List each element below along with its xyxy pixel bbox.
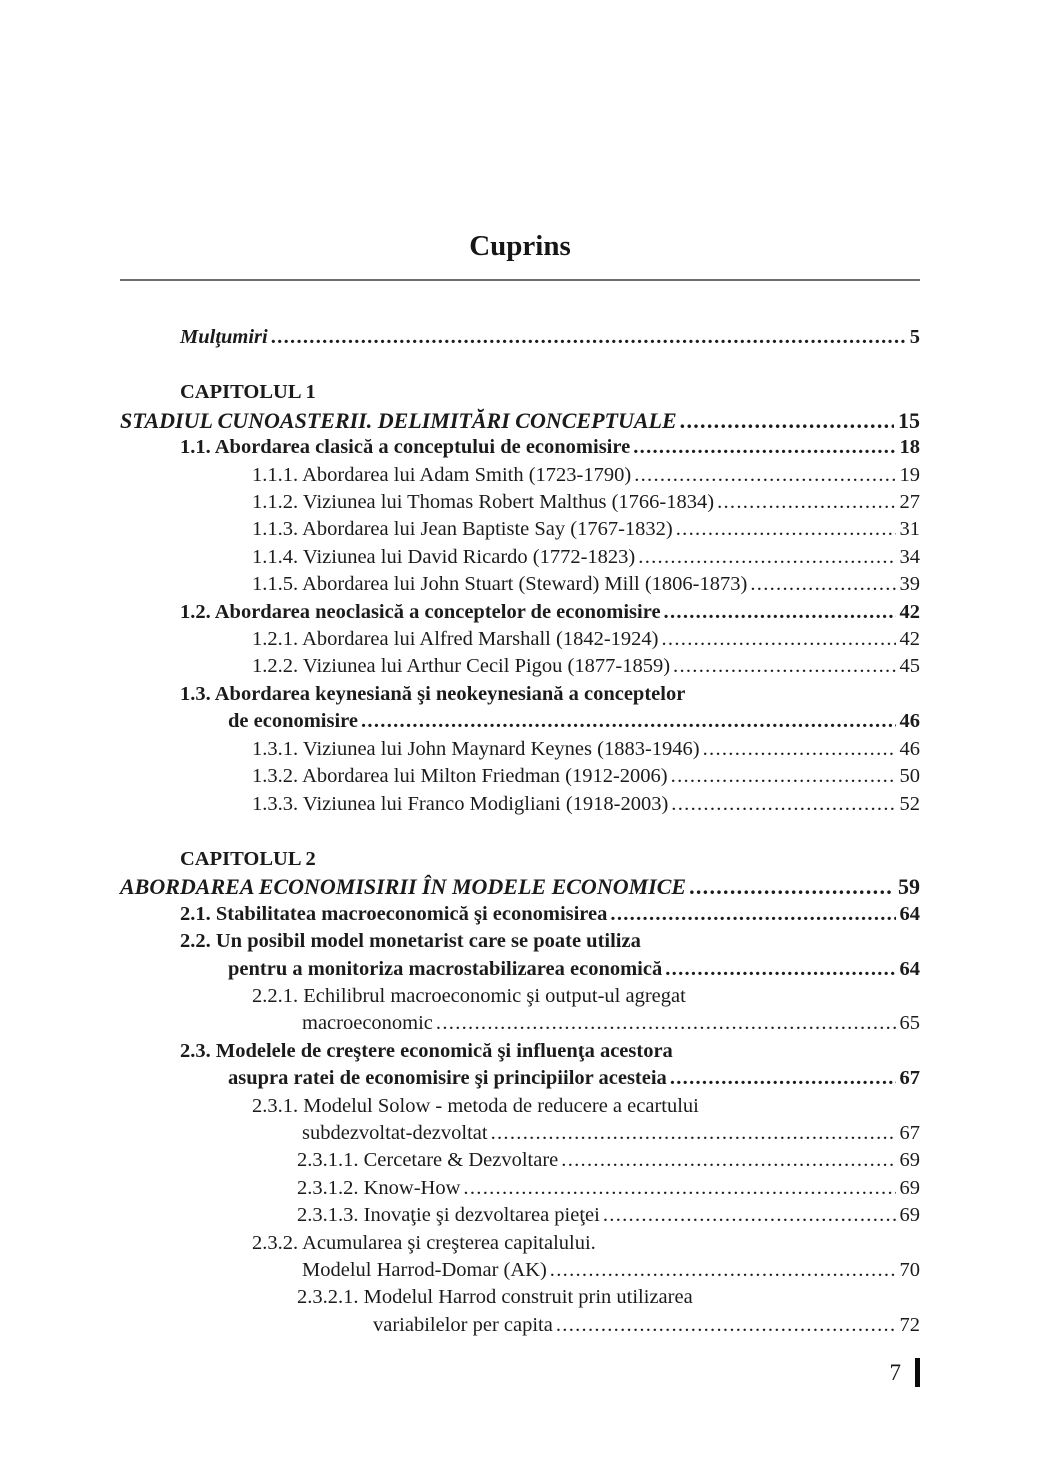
toc-leader-dots xyxy=(463,1175,895,1202)
toc-page-number: 69 xyxy=(899,1204,920,1227)
toc-entry-text: ABORDAREA ECONOMISIRII ÎN MODELE ECONOMICE xyxy=(120,874,687,900)
toc-entry xyxy=(120,1147,920,1174)
toc-page-number: 64 xyxy=(899,902,920,925)
page-footer xyxy=(890,1358,921,1387)
toc-entry-text: 2.3.1.2. Know-How xyxy=(297,1176,461,1199)
toc-entry-text: de economisire xyxy=(228,710,358,733)
toc-entry-text: 2.1. Stabilitatea macroeconomică şi economisirea xyxy=(180,902,608,925)
toc-page-number: 50 xyxy=(899,765,920,788)
toc-entry xyxy=(120,626,920,653)
toc-entry xyxy=(120,1010,920,1037)
toc-entry xyxy=(120,763,920,790)
toc-entry xyxy=(120,516,920,543)
toc-entry xyxy=(120,956,920,983)
toc-entry xyxy=(120,1175,920,1202)
toc-entry xyxy=(120,599,920,626)
toc-leader-dots xyxy=(689,873,894,900)
toc-entry xyxy=(120,846,920,873)
toc-entry xyxy=(120,681,920,708)
toc-page-number: 42 xyxy=(899,600,920,623)
toc-leader-dots xyxy=(664,599,896,626)
toc-page-number: 15 xyxy=(898,407,920,433)
toc-leader-dots xyxy=(671,763,896,790)
toc-entry xyxy=(120,928,920,955)
toc-list xyxy=(120,324,920,1339)
toc-page-number: 31 xyxy=(899,518,920,541)
toc-leader-dots xyxy=(680,407,894,434)
toc-page xyxy=(120,0,920,1477)
toc-entry xyxy=(120,708,920,735)
toc-entry xyxy=(120,1093,920,1120)
toc-leader-dots xyxy=(610,901,895,928)
toc-entry xyxy=(120,407,920,434)
toc-entry-text: 2.3.1.1. Cercetare & Dezvoltare xyxy=(297,1149,559,1172)
toc-entry xyxy=(120,462,920,489)
toc-entry xyxy=(120,873,920,900)
toc-entry-text: 2.3. Modelele de creştere economică şi influenţa acestora xyxy=(180,1039,673,1062)
toc-page-number: 19 xyxy=(899,463,920,486)
toc-page-number: 67 xyxy=(899,1067,920,1090)
toc-leader-dots xyxy=(673,653,895,680)
toc-entry-text: variabilelor per capita xyxy=(373,1313,553,1336)
toc-entry-text: 1.3.3. Viziunea lui Franco Modigliani (1918-2003) xyxy=(252,792,669,815)
footer-divider-bar xyxy=(915,1358,920,1387)
toc-entry-text: 1.1.5. Abordarea lui John Stuart (Steward) Mill (1806-1873) xyxy=(252,573,748,596)
toc-entry-text: 1.2.2. Viziunea lui Arthur Cecil Pigou (1877-1859) xyxy=(252,655,671,678)
toc-entry xyxy=(120,544,920,571)
toc-page-number: 27 xyxy=(899,491,920,514)
toc-entry-text: 2.3.2.1. Modelul Harrod construit prin utilizarea xyxy=(297,1286,693,1309)
toc-leader-dots xyxy=(561,1147,895,1174)
toc-entry xyxy=(120,791,920,818)
toc-page-number: 46 xyxy=(899,737,920,760)
toc-leader-dots xyxy=(703,736,896,763)
toc-entry xyxy=(120,571,920,598)
toc-entry-text: CAPITOLUL 1 xyxy=(180,381,316,404)
toc-entry-text: subdezvoltat-dezvoltat xyxy=(302,1121,488,1144)
toc-entry xyxy=(120,1202,920,1229)
toc-page-number: 70 xyxy=(899,1259,920,1281)
toc-entry xyxy=(120,983,920,1010)
toc-entry xyxy=(120,1257,920,1284)
toc-entry-text: 2.2. Un posibil model monetarist care se poate utiliza xyxy=(180,930,641,953)
toc-entry xyxy=(120,653,920,680)
toc-entry-text: asupra ratei de economisire şi principiilor acesteia xyxy=(228,1067,667,1090)
toc-leader-dots xyxy=(665,956,895,983)
toc-entry xyxy=(120,736,920,763)
toc-entry xyxy=(120,901,920,928)
toc-leader-dots xyxy=(634,462,895,489)
toc-entry-text: 1.3.2. Abordarea lui Milton Friedman (1912-2006) xyxy=(252,765,668,788)
toc-entry-text: 1.1. Abordarea clasică a conceptului de economisire xyxy=(180,436,631,459)
toc-entry-text: 1.1.1. Abordarea lui Adam Smith (1723-1790) xyxy=(252,463,632,486)
toc-entry xyxy=(120,1312,920,1339)
toc-page-number: 69 xyxy=(899,1149,920,1172)
toc-entry xyxy=(120,1230,920,1257)
toc-entry xyxy=(120,1065,920,1092)
toc-leader-dots xyxy=(633,434,895,461)
toc-spacer xyxy=(120,818,920,846)
toc-page-number: 72 xyxy=(899,1313,920,1336)
toc-page-number: 52 xyxy=(899,792,920,815)
toc-page-number: 5 xyxy=(909,326,920,348)
toc-entry-text: 2.3.1.3. Inovaţie şi dezvoltarea pieţei xyxy=(297,1204,600,1227)
toc-page-number: 69 xyxy=(899,1176,920,1199)
toc-entry-text: STADIUL CUNOASTERII. DELIMITĂRI CONCEPTUALE xyxy=(120,407,677,433)
toc-entry-text: 2.3.2. Acumularea şi creşterea capitalului. xyxy=(252,1231,596,1254)
toc-entry xyxy=(120,324,920,351)
toc-leader-dots xyxy=(676,516,896,543)
toc-leader-dots xyxy=(491,1120,896,1147)
toc-page-number: 18 xyxy=(899,436,920,459)
toc-leader-dots xyxy=(717,489,895,516)
toc-page-number: 64 xyxy=(899,957,920,980)
toc-leader-dots xyxy=(550,1257,896,1284)
toc-entry-text: 1.1.4. Viziunea lui David Ricardo (1772-1823) xyxy=(252,545,636,568)
toc-entry-text: Modelul Harrod-Domar (AK) xyxy=(302,1259,547,1281)
title-divider xyxy=(120,279,920,281)
toc-page-number: 34 xyxy=(899,545,920,568)
toc-leader-dots xyxy=(361,708,896,735)
toc-leader-dots xyxy=(556,1312,896,1339)
toc-entry-text: 1.3. Abordarea keynesiană şi neokeynesiană a conceptelor xyxy=(180,682,686,705)
toc-leader-dots xyxy=(671,791,895,818)
toc-entry-text: 1.3.1. Viziunea lui John Maynard Keynes (1883-1946) xyxy=(252,737,700,760)
toc-entry xyxy=(120,1038,920,1065)
toc-entry xyxy=(120,1284,920,1311)
toc-page-number: 65 xyxy=(899,1012,920,1035)
toc-entry-text: 2.3.1. Modelul Solow - metoda de reducere a ecartului xyxy=(252,1094,699,1117)
toc-entry xyxy=(120,379,920,406)
toc-page-number: 39 xyxy=(899,573,920,596)
toc-leader-dots xyxy=(670,1065,896,1092)
toc-page-number: 46 xyxy=(899,710,920,733)
toc-entry-text: CAPITOLUL 2 xyxy=(180,847,316,870)
toc-page-number: 42 xyxy=(899,628,920,651)
toc-page-number: 59 xyxy=(898,874,920,900)
toc-entry xyxy=(120,434,920,461)
toc-entry-text: 1.1.2. Viziunea lui Thomas Robert Malthus (1766-1834) xyxy=(252,491,715,514)
page-title: Cuprins xyxy=(469,230,571,262)
toc-entry xyxy=(120,1120,920,1147)
toc-entry-text: 2.2.1. Echilibrul macroeconomic şi output-ul agregat xyxy=(252,984,686,1007)
toc-leader-dots xyxy=(638,544,895,571)
toc-entry-text: macroeconomic xyxy=(302,1012,433,1035)
toc-leader-dots xyxy=(750,571,895,598)
toc-entry-text: 1.1.3. Abordarea lui Jean Baptiste Say (1767-1832) xyxy=(252,518,673,541)
toc-page-number: 67 xyxy=(899,1121,920,1144)
toc-entry-text: 1.2. Abordarea neoclasică a conceptelor de economisire xyxy=(180,600,661,623)
toc-page-number: 45 xyxy=(899,655,920,678)
toc-leader-dots xyxy=(662,626,896,653)
toc-spacer xyxy=(120,351,920,379)
toc-entry-text: 1.2.1. Abordarea lui Alfred Marshall (1842-1924) xyxy=(252,628,659,651)
toc-entry xyxy=(120,489,920,516)
footer-page-number: 7 xyxy=(889,1359,901,1385)
toc-entry-text: Mulţumiri xyxy=(180,326,268,348)
toc-leader-dots xyxy=(436,1010,896,1037)
toc-leader-dots xyxy=(603,1202,896,1229)
toc-entry-text: pentru a monitoriza macrostabilizarea economică xyxy=(228,957,663,980)
toc-leader-dots xyxy=(271,324,906,351)
